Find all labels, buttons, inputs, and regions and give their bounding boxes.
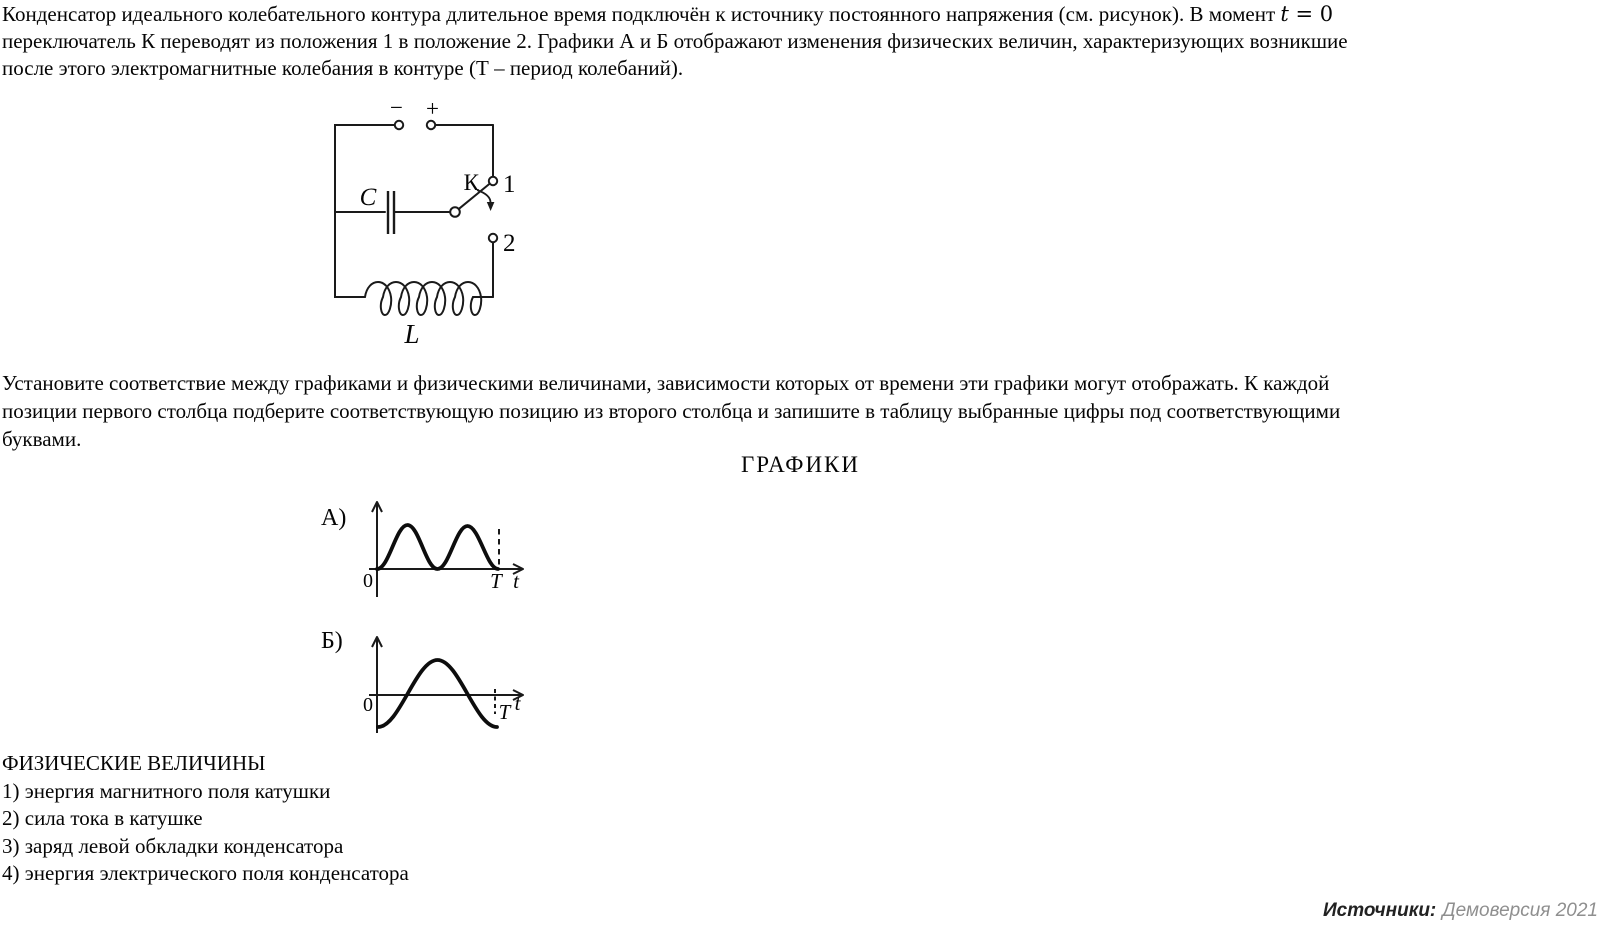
switch-label: К [463,170,479,195]
problem-statement [2,1,1348,82]
physical-quantities-heading: ФИЗИЧЕСКИЕ ВЕЛИЧИНЫ [2,751,266,775]
problem-text-line-2: переключатель К переводят из положения 1 в положение 2. Графики А и Б отображают изменения физических величин, характеризующих возникшие [2,29,1348,53]
task-text-line-1: Установите соответствие между графиками и физическими величинами, зависимости которых от времени эти графики могут отображать. К каждой [2,371,1330,395]
source-label: Источники: [1323,900,1437,921]
problem-text: Конденсатор идеального колебательного контура длительное время подключён к источнику постоянного напряжения (см. рисунок). В момент [2,2,1281,26]
graphs-section-heading: ГРАФИКИ [740,452,861,477]
graph-a-origin-label: 0 [363,570,373,592]
circuit-diagram [320,95,530,350]
capacitor-plates [388,191,394,234]
switch-position-1-node[interactable] [489,177,497,185]
graph-a [358,494,534,600]
graph-b [358,616,534,738]
task-text-line-3: буквами. [2,427,82,451]
graph-a-time-axis-label: t [513,569,519,593]
terminal-plus-node [427,121,435,129]
graph-a-curve [377,525,498,569]
switch-position-2-node[interactable] [489,234,497,242]
source-attribution [1323,900,1598,922]
circuit-nodes [395,121,497,242]
inductor-coil [365,282,481,315]
graph-a-label: А) [321,505,347,531]
circuit-wires [335,125,493,297]
plus-terminal-label: + [426,96,439,121]
minus-terminal-label: − [390,95,403,120]
problem-text-line-1 [2,1,1348,28]
graph-b-origin-label: 0 [363,694,373,716]
inductor-label: L [404,319,420,349]
quantity-item-4: 4) энергия электрического поля конденсатора [2,861,409,885]
quantity-item-2: 2) сила тока в катушке [2,806,203,830]
physical-quantities-section [2,750,409,888]
graph-b-period-label: T [498,700,511,724]
position-2-label: 2 [503,230,516,257]
switch-rotation-arrowhead [487,202,495,211]
graph-b-curve [378,660,497,727]
graph-b-time-axis-label: t [514,691,521,715]
terminal-minus-node [395,121,403,129]
task-instructions [2,369,1340,453]
position-1-label: 1 [503,171,516,198]
source-link[interactable]: Демоверсия 2021 [1442,900,1598,921]
graph-a-period-label: T [490,569,502,593]
switch-pivot-node [450,207,460,217]
quantity-item-3: 3) заряд левой обкладки конденсатора [2,833,344,858]
math-equals-zero: = 0 [1288,2,1334,26]
capacitor-label: C [359,184,377,211]
math-variable-t: t [1280,2,1289,26]
task-text-line-2: позиции первого столбца подберите соответствующую позицию из второго столбца и запишите в таблицу выбранные цифры под соответствующими [2,399,1341,423]
quantity-item-1: 1) энергия магнитного поля катушки [2,778,331,803]
problem-text-line-3: после этого электромагнитные колебания в контуре (Т – период колебаний). [2,56,684,80]
graph-b-label: Б) [321,628,343,654]
